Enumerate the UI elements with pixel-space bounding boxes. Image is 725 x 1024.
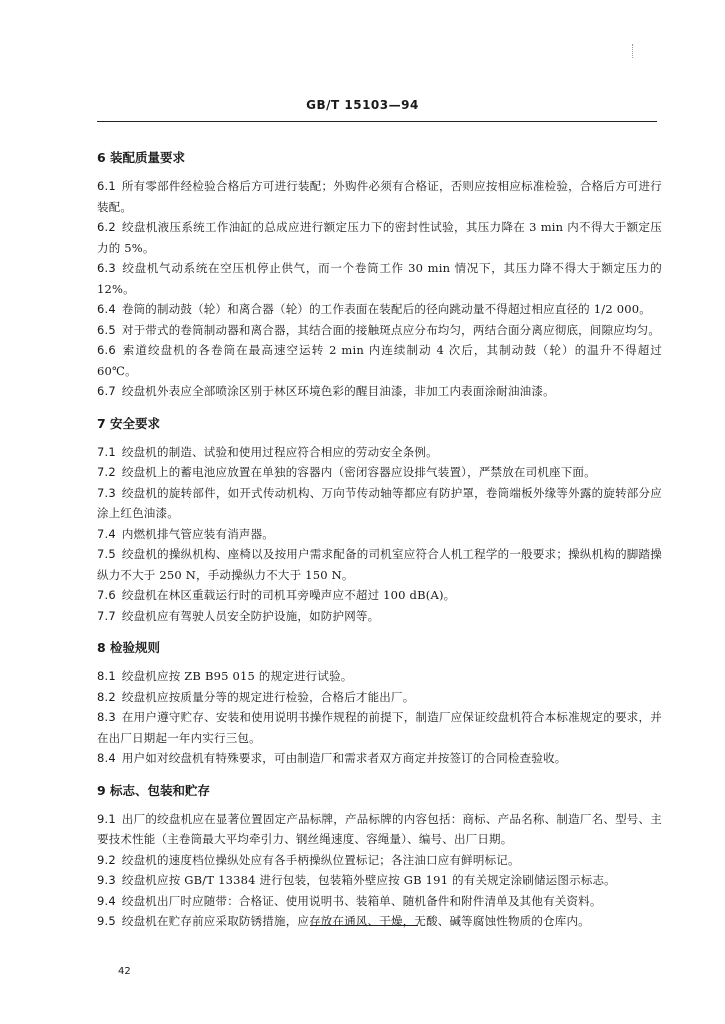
margin-mark <box>632 44 636 58</box>
clause <box>97 258 662 299</box>
clause-text: 绞盘机气动系统在空压机停止供气，而一个卷筒工作 30 min 情况下，其压力降不得大于额定压力的 12%。 <box>97 261 662 296</box>
clause-number: 6.7 <box>97 384 116 398</box>
clause <box>97 707 662 748</box>
clause-text: 绞盘机液压系统工作油缸的总成应进行额定压力下的密封性试验，其压力降在 3 min 内不得大于额定压力的 5%。 <box>97 220 662 255</box>
clause <box>97 340 662 381</box>
clause-text: 内燃机排气管应装有消声器。 <box>121 526 274 541</box>
clause <box>97 687 662 708</box>
clause-text: 绞盘机应按 GB/T 13384 进行包装，包装箱外壁应按 GB 191 的有关规定涂刷储运图示标志。 <box>121 873 616 887</box>
section-title: 7 安全要求 <box>97 415 161 431</box>
clause-text: 所有零部件经检验合格后方可进行装配；外购件必须有合格证，否则应按相应标准检验，合格后方可进行装配。 <box>97 179 662 214</box>
section-title: 6 装配质量要求 <box>97 150 186 165</box>
clause-number: 7.6 <box>97 588 116 602</box>
clause-text: 绞盘机的制造、试验和使用过程应符合相应的劳动安全条例。 <box>121 444 438 459</box>
section-gap <box>97 626 662 638</box>
clause-number: 9.3 <box>97 873 116 887</box>
section-gap <box>97 402 662 414</box>
clause <box>97 381 662 402</box>
clause-number: 6.6 <box>97 343 116 357</box>
clause-text: 绞盘机出厂时应随带：合格证、使用说明书、装箱单、随机备件和附件清单及其他有关资料。 <box>121 893 602 908</box>
clause-text: 绞盘机应按质量分等的规定进行检验，合格后才能出厂。 <box>121 689 415 704</box>
clause <box>97 891 662 912</box>
clause <box>97 483 662 524</box>
clause-number: 7.4 <box>97 526 116 541</box>
clause-number: 6.3 <box>97 261 116 275</box>
clause-number: 9.4 <box>97 893 116 908</box>
clause-text: 绞盘机应按 ZB B95 015 的规定进行试验。 <box>121 669 353 683</box>
clause-number: 7.1 <box>97 444 116 459</box>
clause <box>97 606 662 627</box>
clause-text: 绞盘机应有驾驶人员安全防护设施，如防护网等。 <box>121 608 380 623</box>
clause-number: 6.1 <box>97 179 116 193</box>
clause-number: 8.2 <box>97 689 116 704</box>
clause-text: 卷筒的制动鼓（轮）和离合器（轮）的工作表面在装配后的径向跳动量不得超过相应直径的 1/2 000。 <box>121 302 651 316</box>
clause <box>97 544 662 585</box>
clause <box>97 462 662 483</box>
clause-text: 绞盘机的操纵机构、座椅以及按用户需求配备的司机室应符合人机工程学的一般要求；操纵机构的脚踏操纵力不大于 250 N，手动操纵力不大于 150 N。 <box>97 547 662 582</box>
clause <box>97 666 662 687</box>
clause-number: 6.2 <box>97 220 116 234</box>
clause-text: 绞盘机上的蓄电池应放置在单独的容器内（密闭容器应设排气装置），严禁放在司机座下面。 <box>121 465 596 479</box>
clause <box>97 524 662 545</box>
clause-text: 绞盘机在贮存前应采取防锈措施，应存放在通风、干燥，无酸、碱等腐蚀性物质的仓库内。 <box>121 914 590 928</box>
clause-number: 7.5 <box>97 547 116 561</box>
clause-number: 9.2 <box>97 852 116 867</box>
clause <box>97 748 662 769</box>
clause-number: 8.3 <box>97 710 116 724</box>
document-body <box>97 148 662 932</box>
clause-text: 出厂的绞盘机应在显著位置固定产品标牌，产品标牌的内容包括：商标、产品名称、制造厂名、型号、主要技术性能（主卷筒最大平均牵引力、钢丝绳速度、容绳量）、编号、出厂日期。 <box>97 811 662 846</box>
clause-number: 9.1 <box>97 811 116 826</box>
clause <box>97 320 662 341</box>
clause <box>97 809 662 850</box>
clause-number: 6.4 <box>97 302 116 316</box>
end-rule <box>310 925 418 926</box>
clause-number: 7.2 <box>97 465 116 479</box>
clause-number: 9.5 <box>97 914 116 928</box>
clause-text: 绞盘机的旋转部件，如开式传动机构、万向节传动轴等都应有防护罩，卷筒端板外缘等外露的旋转部分应涂上红色油漆。 <box>97 485 662 520</box>
clause-number: 8.4 <box>97 751 116 765</box>
clause-text: 绞盘机外表应全部喷涂区别于林区环境色彩的醒目油漆，非加工内表面涂耐油油漆。 <box>121 384 555 398</box>
clause <box>97 911 662 932</box>
section-title: 8 检验规则 <box>97 640 161 655</box>
clause-number: 7.3 <box>97 485 116 500</box>
section-title: 9 标志、包装和贮存 <box>97 782 211 798</box>
clause <box>97 442 662 463</box>
clause <box>97 870 662 891</box>
clause <box>97 299 662 320</box>
clause <box>97 176 662 217</box>
clause <box>97 585 662 606</box>
section-gap <box>97 769 662 781</box>
clause-text: 对于带式的卷筒制动器和离合器，其结合面的接触斑点应分布均匀，两结合面分离应彻底，间隙应均匀。 <box>121 322 661 337</box>
page-number: 42 <box>118 966 131 977</box>
header-rule <box>97 121 657 122</box>
clause-text: 用户如对绞盘机有特殊要求，可由制造厂和需求者双方商定并按签订的合同检查验收。 <box>121 751 567 765</box>
clause-text: 绞盘机的速度档位操纵处应有各手柄操纵位置标记；各注油口应有鲜明标记。 <box>121 852 520 867</box>
standard-header: GB/T 15103—94 <box>306 98 419 112</box>
clause <box>97 850 662 871</box>
clause <box>97 217 662 258</box>
clause-text: 在用户遵守贮存、安装和使用说明书操作规程的前提下，制造厂应保证绞盘机符合本标准规定的要求，并在出厂日期起一年内实行三包。 <box>97 710 662 745</box>
clause-number: 8.1 <box>97 669 116 683</box>
clause-number: 7.7 <box>97 608 116 623</box>
clause-text: 索道绞盘机的各卷筒在最高速空运转 2 min 内连续制动 4 次后，其制动鼓（轮）的温升不得超过 60℃。 <box>97 343 662 378</box>
clause-number: 6.5 <box>97 322 116 337</box>
clause-text: 绞盘机在林区重载运行时的司机耳旁噪声应不超过 100 dB(A)。 <box>121 588 456 602</box>
